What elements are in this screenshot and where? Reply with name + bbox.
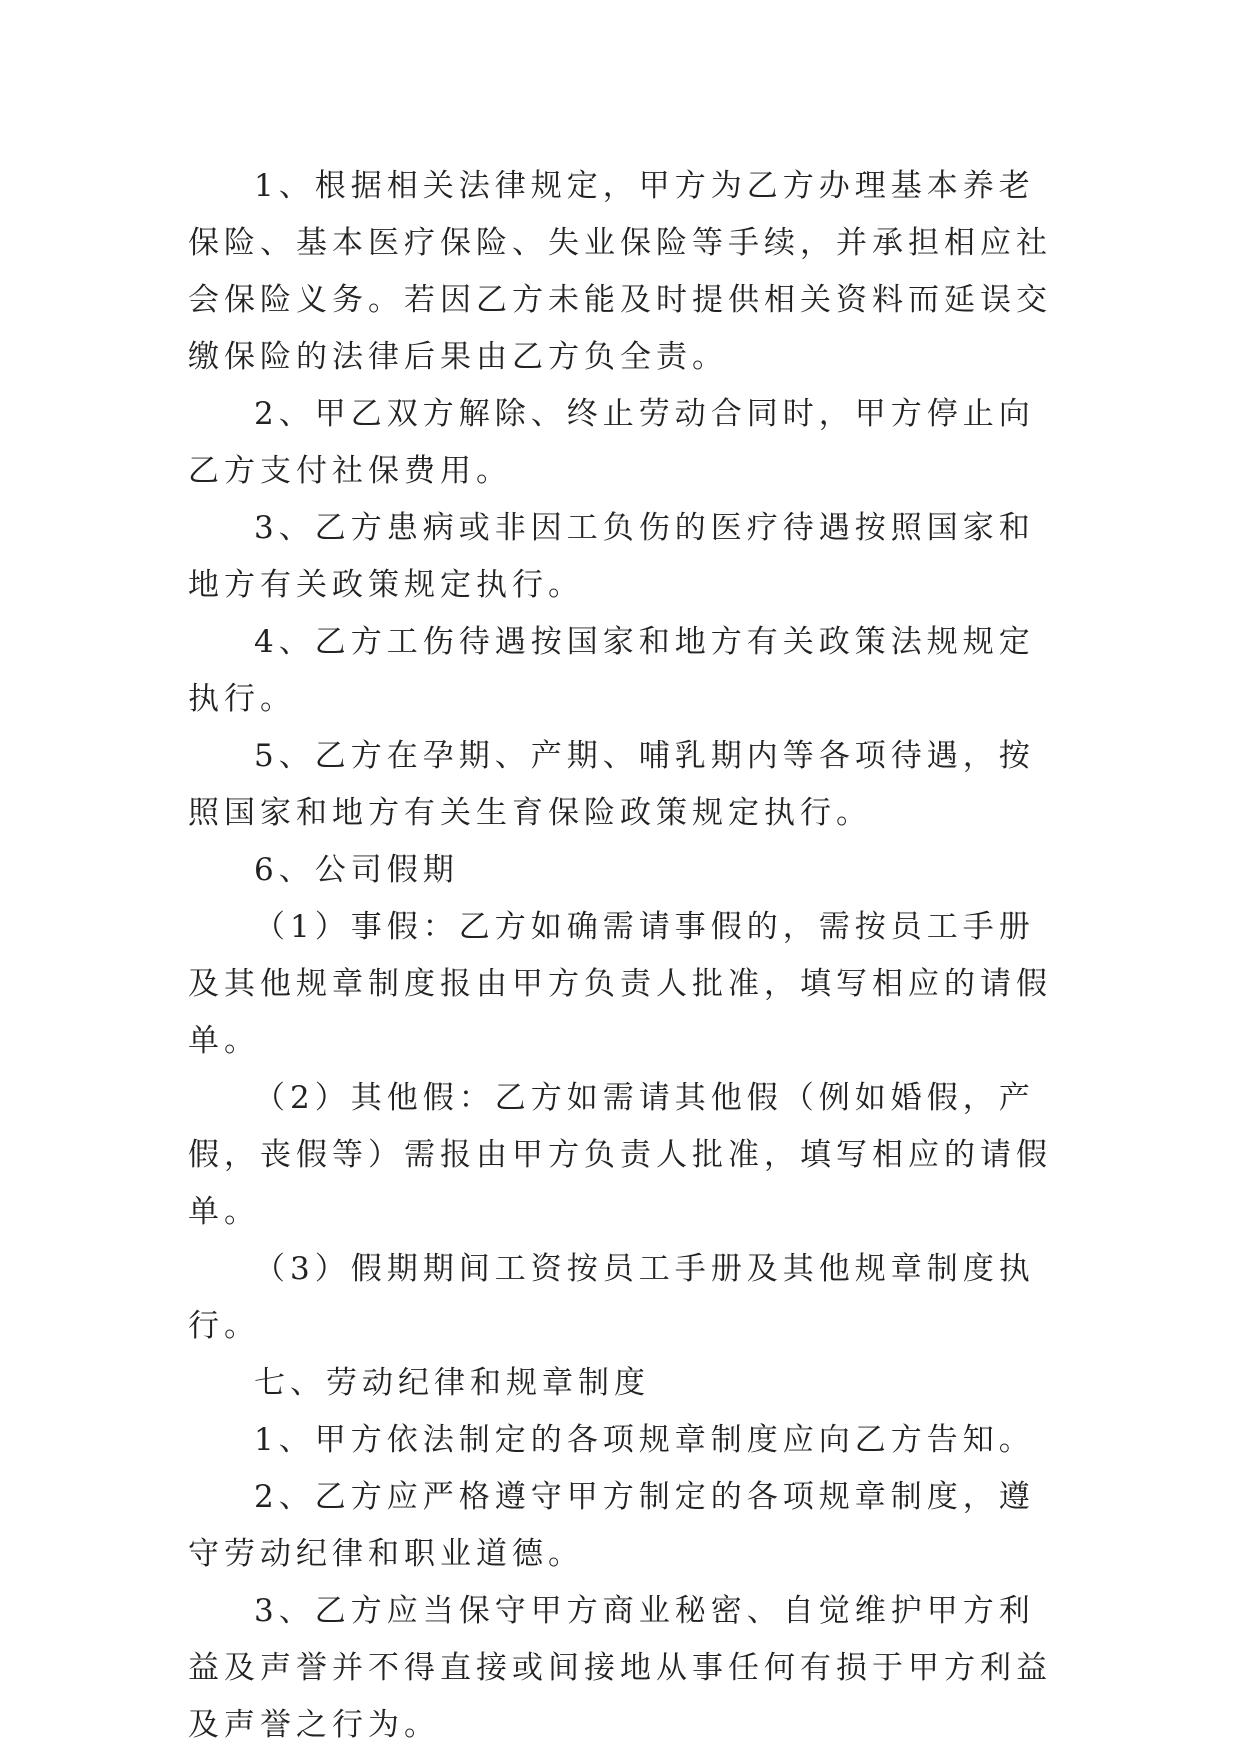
paragraph-work-injury: 4、乙方工伤待遇按国家和地方有关政策法规规定执行。 (188, 624, 1035, 717)
paragraph-other-leave: （2）其他假：乙方如需请其他假（例如婚假，产假，丧假等）需报由甲方负责人批准，填写相应的请假单。 (188, 1080, 1052, 1230)
section-heading-labor-discipline: 七、劳动纪律和规章制度 (254, 1365, 650, 1401)
paragraph-maternity: 5、乙方在孕期、产期、哺乳期内等各项待遇，按照国家和地方有关生育保险政策规定执行。 (188, 738, 1035, 831)
paragraph-rules-compliance: 2、乙方应严格遵守甲方制定的各项规章制度，遵守劳动纪律和职业道德。 (188, 1479, 1035, 1572)
paragraph-personal-leave: （1）事假：乙方如确需请事假的，需按员工手册及其他规章制度报由甲方负责人批准，填写相应的请假单。 (188, 909, 1052, 1059)
paragraph-social-insurance: 1、根据相关法律规定，甲方为乙方办理基本养老保险、基本医疗保险、失业保险等手续，并承担相应社会保险义务。若因乙方未能及时提供相关资料而延误交缴保险的法律后果由乙方负全责。 (188, 168, 1052, 375)
paragraph-trade-secrets: 3、乙方应当保守甲方商业秘密、自觉维护甲方利益及声誉并不得直接或间接地从事任何有损于甲方利益及声誉之行为。 (188, 1593, 1052, 1743)
paragraph-leave-wages: （3）假期期间工资按员工手册及其他规章制度执行。 (188, 1251, 1035, 1344)
paragraph-medical-treatment: 3、乙方患病或非因工负伤的医疗待遇按照国家和地方有关政策规定执行。 (188, 510, 1035, 603)
paragraph-rules-notice: 1、甲方依法制定的各项规章制度应向乙方告知。 (254, 1422, 1035, 1458)
paragraph-company-leave: 6、公司假期 (254, 852, 459, 888)
paragraph-termination-insurance: 2、甲乙双方解除、终止劳动合同时，甲方停止向乙方支付社保费用。 (188, 396, 1035, 489)
document-body (188, 158, 1068, 1754)
